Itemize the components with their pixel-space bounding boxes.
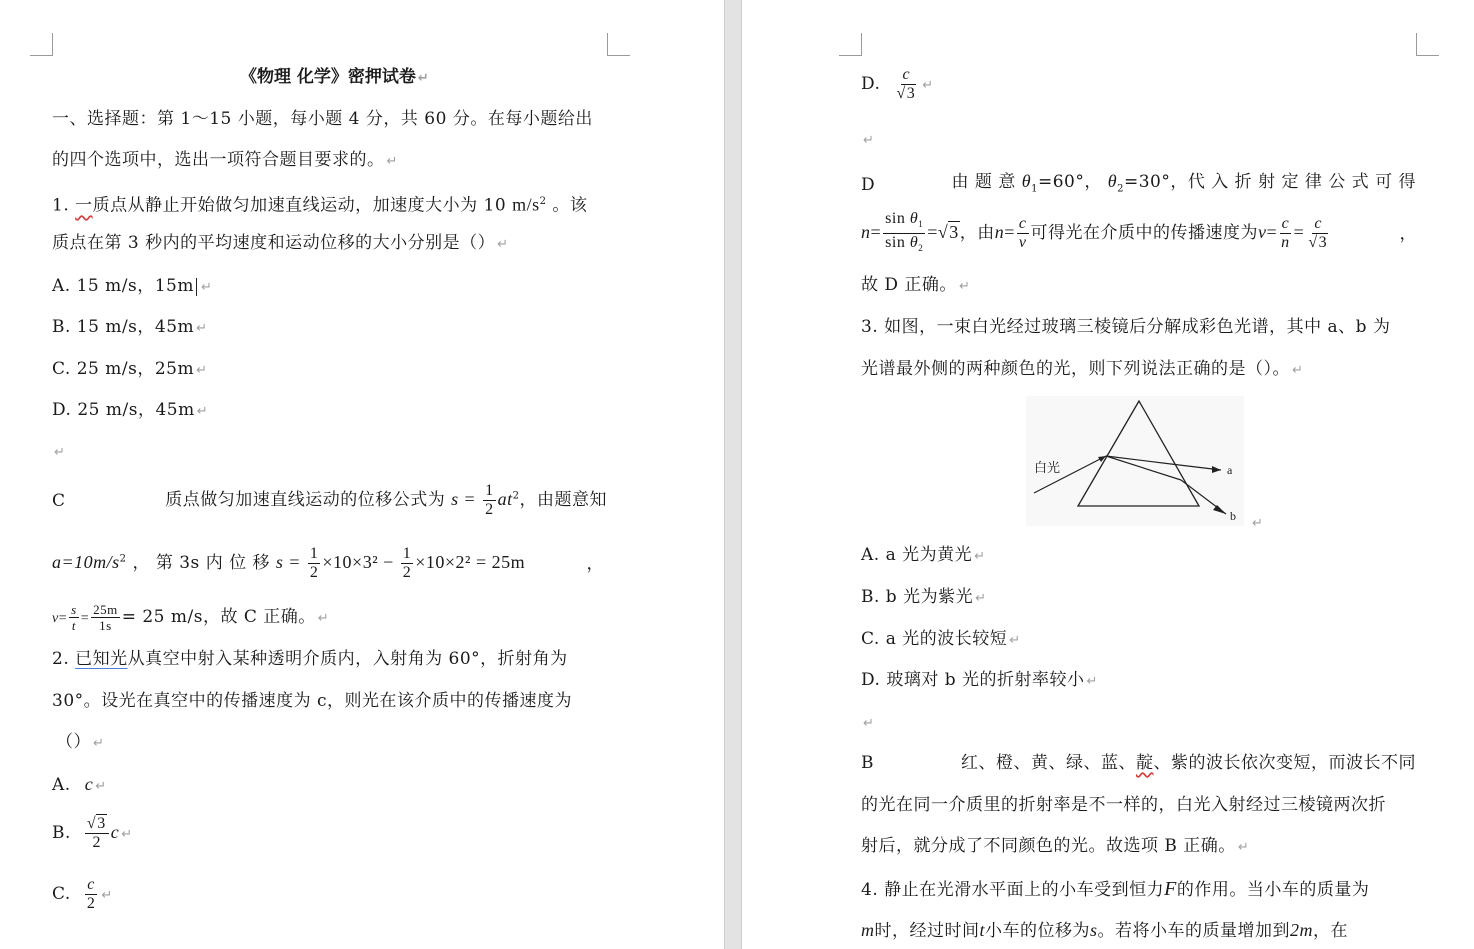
section-heading-cont[interactable]: 的四个选项中，选出一项符合题目要求的。 ↵ <box>52 148 398 174</box>
q4-stem-line1[interactable]: 4. 静止在光滑水平面上的小车受到恒力F的作用。当小车的质量为 <box>861 878 1370 900</box>
q2-explanation-line2[interactable]: n= $\frac{\sin \theta_1}{\sin \theta_2}$ =√3，由n= $\frac{c}{v}$ 可得光在介质中的传播速度为v= $\frac{c}{n}$ = $\frac{c}{√3}$ ， <box>861 210 1417 254</box>
corner-mark-top-left <box>30 33 53 56</box>
q1-explanation-line3[interactable]: v= $\frac{s}{t}$ = $\frac{25m}{1s}$ = 25 m/s，故 C 正确。 ↵ <box>52 602 329 633</box>
q1-stem-line2[interactable]: 质点在第 3 秒内的平均速度和运动位移的大小分别是（） ↵ <box>52 231 509 257</box>
label-b: b <box>1230 509 1236 523</box>
q2-option-a[interactable]: A. c ↵ <box>52 772 107 799</box>
section-heading[interactable]: 一、选择题：第 1～15 小题，每小题 4 分，共 60 分。在每小题给出 <box>52 109 593 129</box>
q3-option-b[interactable]: B. b 光为紫光 ↵ <box>861 585 987 611</box>
text-cursor <box>196 278 197 296</box>
q3-explanation-line2[interactable]: 的光在同一介质里的折射率是不一样的，白光入射经过三棱镜两次折 <box>861 795 1386 815</box>
q2-stem-line1[interactable]: 2. 已知光从真空中射入某种透明介质内，入射角为 60°，折射角为 <box>52 649 568 669</box>
q1-option-d[interactable]: D. 25 m/s，45m ↵ <box>52 398 208 424</box>
q2-stem-line3[interactable]: （） ↵ <box>56 730 104 756</box>
page-title[interactable]: 《物理 化学》密押试卷 ↵ <box>240 65 429 91</box>
q2-explanation-line3[interactable]: 故 D 正确。 ↵ <box>861 273 970 299</box>
prism-figure[interactable] <box>1026 396 1244 526</box>
q2-option-b[interactable]: B. $\frac{√3}{2}$ c ↵ <box>52 815 133 852</box>
q3-option-d[interactable]: D. 玻璃对 b 光的折射率较小 ↵ <box>861 668 1098 694</box>
q3-stem-line1[interactable]: 3. 如图，一束白光经过玻璃三棱镜后分解成彩色光谱，其中 a、b 为 <box>861 317 1391 337</box>
q1-explanation-line2[interactable]: $a=10m/s^2$ ， 第 3s 内 位 移 s = $\frac{1}{2}$ ×10×3² − $\frac{1}{2}$ ×10×2² = 25m ， <box>52 545 604 581</box>
q4-stem-line2[interactable]: m时，经过时间t小车的位移为s。若将小车的质量增加到2m，在 <box>861 920 1349 941</box>
q1-option-b[interactable]: B. 15 m/s，45m ↵ <box>52 315 208 341</box>
q3-option-a[interactable]: A. a 光为黄光 ↵ <box>861 543 986 569</box>
empty-paragraph-right-2[interactable] <box>861 710 874 736</box>
q2-stem-line2[interactable]: 30°。设光在真空中的传播速度为 c，则光在该介质中的传播速度为 <box>52 691 573 711</box>
document-page-left <box>0 0 724 949</box>
q1-option-a[interactable]: A. 15 m/s，15m ↵ <box>52 274 212 300</box>
q2-option-d[interactable]: D. $\frac{c}{√3}$ ↵ <box>861 66 934 103</box>
empty-paragraph[interactable] <box>52 439 65 465</box>
label-a: a <box>1227 463 1233 477</box>
empty-paragraph-right[interactable] <box>861 127 874 153</box>
corner-mark-top-right-right-page <box>1416 33 1439 56</box>
q1-option-c[interactable]: C. 25 m/s，25m ↵ <box>52 357 207 383</box>
q3-explanation-line1[interactable]: B 红、橙、黄、绿、蓝、靛、紫的波长依次变短，而波长不同 <box>861 753 1416 773</box>
figure-paragraph-mark <box>1250 510 1263 536</box>
q3-option-c[interactable]: C. a 光的波长较短 ↵ <box>861 627 1021 653</box>
q2-option-c[interactable]: C. $\frac{c}{2}$ ↵ <box>52 876 113 913</box>
q1-explanation-line1[interactable]: C 质点做匀加速直线运动的位移公式为 s = $\frac{1}{2}$ $at^2$，由题意知 <box>52 482 607 518</box>
corner-mark-top-right <box>607 33 630 56</box>
label-white-light: 白光 <box>1034 461 1061 476</box>
q1-stem-line1[interactable]: 1. 一质点从静止开始做匀加速直线运动，加速度大小为 10 $m/s^2$ 。该 <box>52 194 588 216</box>
q3-stem-line2[interactable]: 光谱最外侧的两种颜色的光，则下列说法正确的是（）。 ↵ <box>861 357 1303 383</box>
q2-explanation-line1[interactable]: D 由 题 意 $\theta_1=60^\circ$， $\theta_2=30^\circ$，代 入 折 射 定 律 公 式 可 得 <box>861 171 1416 196</box>
corner-mark-top-left-right-page <box>839 33 862 56</box>
q3-explanation-line3[interactable]: 射后，就分成了不同颜色的光。故选项 B 正确。 ↵ <box>861 834 1249 860</box>
page-gutter <box>724 0 742 949</box>
